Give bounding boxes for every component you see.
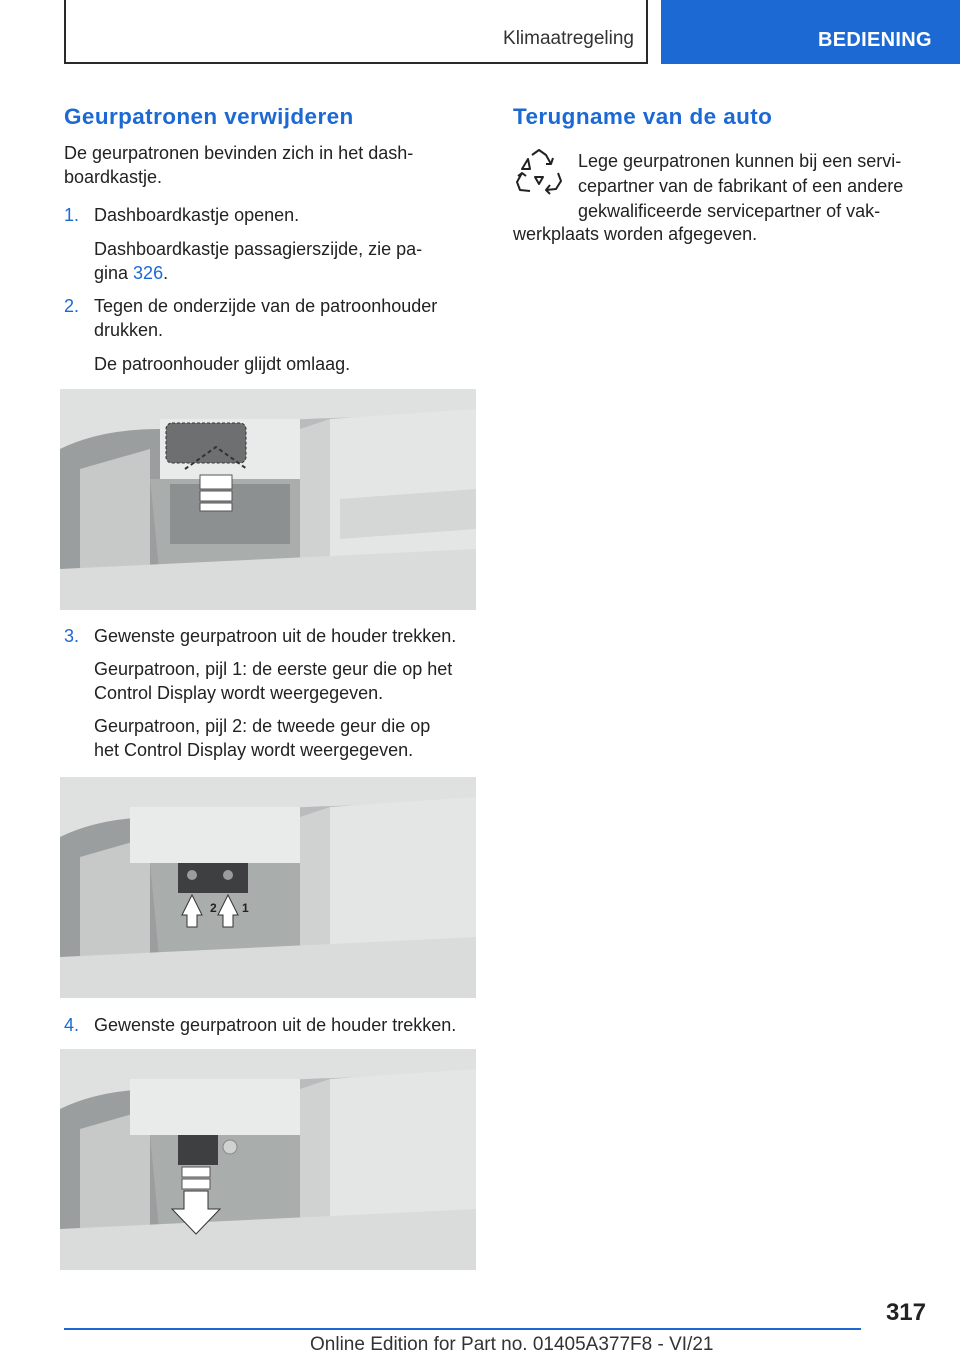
arrow-label-2: 2 bbox=[210, 901, 217, 915]
return-text: Lege geurpatronen kunnen bij een servi‐ cepartner van de fabrikant of een andere gekwalificeerde servicepartner of vak‐ bbox=[578, 151, 904, 221]
photo-cartridge-pull-out bbox=[60, 1049, 476, 1270]
step-2-subtext: De patroonhouder glijdt omlaag. bbox=[94, 354, 351, 374]
heading-remove-cartridges: Geurpatronen verwijderen bbox=[64, 104, 354, 129]
step-3-number: 3. bbox=[64, 626, 80, 646]
footer-divider bbox=[64, 1328, 861, 1330]
step-3-subtext-1: Geurpatroon, pijl 1: de eerste geur die op het Control Display wordt weergegeven. bbox=[94, 659, 453, 703]
page-link-326[interactable]: 326 bbox=[133, 263, 164, 283]
chapter-tab-label: BEDIENING bbox=[818, 29, 932, 51]
step-1-text: Dashboardkastje openen. bbox=[94, 205, 300, 225]
chapter-tab[interactable] bbox=[661, 0, 960, 64]
section-title: Klimaatregeling bbox=[503, 28, 634, 49]
photo-cartridge-arrows bbox=[60, 777, 476, 998]
step-3-text: Gewenste geurpatroon uit de houder trekken. bbox=[94, 626, 457, 646]
edition-text: Online Edition for Part no. 01405A377F8 - VI/21 bbox=[310, 1334, 714, 1355]
photo-cartridge-holder-press bbox=[60, 389, 476, 610]
step-2-number: 2. bbox=[64, 296, 80, 316]
step-4-text: Gewenste geurpatroon uit de houder trekken. bbox=[94, 1015, 457, 1035]
arrow-label-1: 1 bbox=[242, 901, 249, 915]
step-1-number: 1. bbox=[64, 205, 80, 225]
step-2-text: Tegen de onderzijde van de patroonhouder drukken. bbox=[94, 296, 438, 340]
page-number: 317 bbox=[885, 1299, 926, 1326]
heading-vehicle-return: Terugname van de auto bbox=[513, 104, 773, 129]
step-1-subtext: Dashboardkastje passagierszijde, zie pa‐ gina 326. bbox=[94, 239, 423, 283]
header-section-box bbox=[64, 0, 648, 64]
return-text-last-line: werkplaats worden afgegeven. bbox=[513, 224, 758, 244]
recycle-icon bbox=[513, 147, 565, 199]
step-3-subtext-2: Geurpatroon, pijl 2: de tweede geur die op het Control Display wordt weergegeven. bbox=[94, 716, 431, 760]
intro-text: De geurpatronen bevinden zich in het dash‐ boardkastje. bbox=[64, 143, 414, 187]
step-4-number: 4. bbox=[64, 1015, 80, 1035]
